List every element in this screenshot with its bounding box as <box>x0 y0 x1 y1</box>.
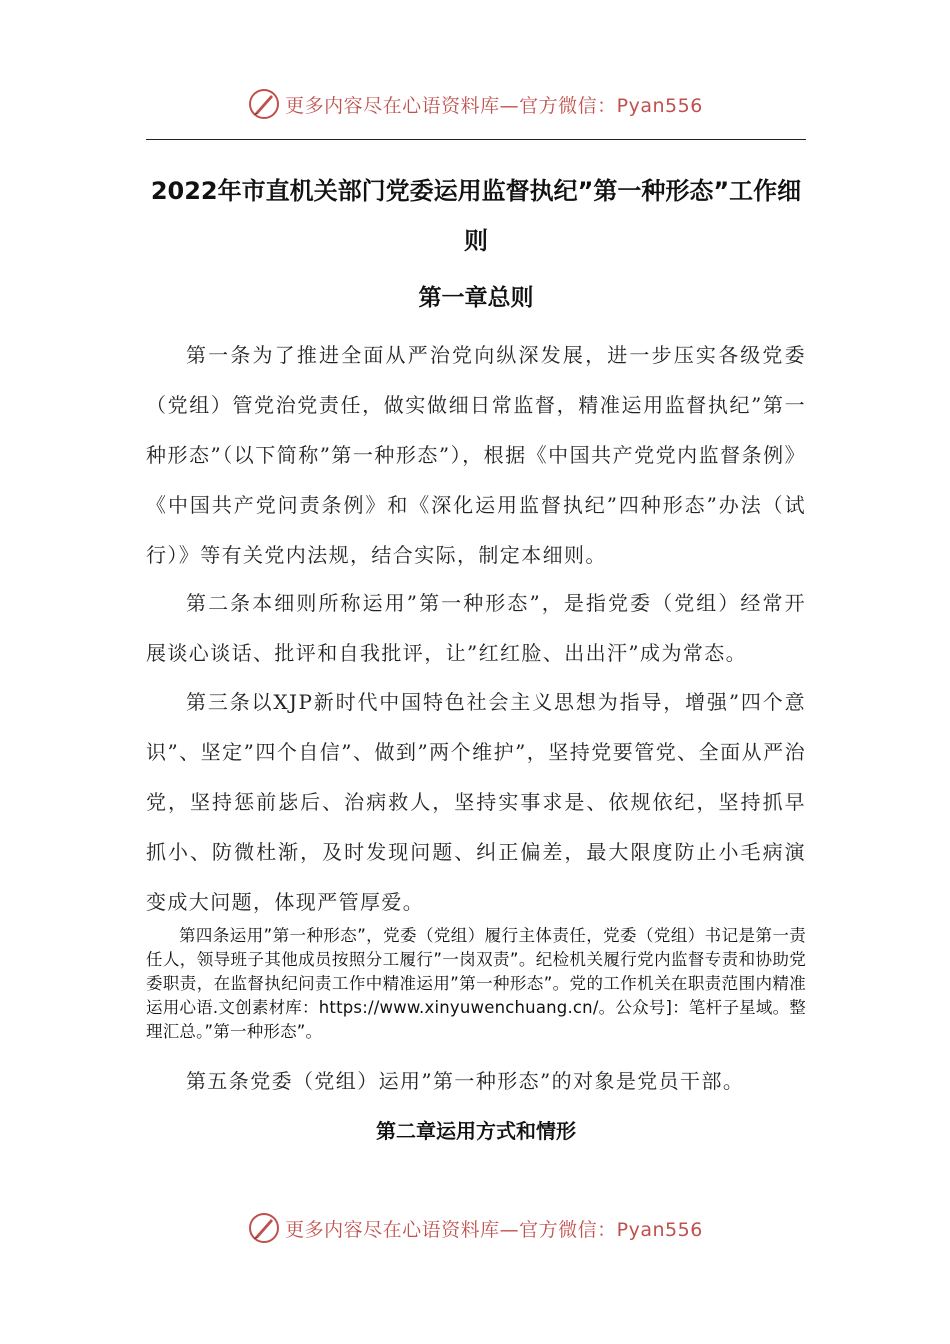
header-rule <box>146 139 806 140</box>
article-5-paragraph: 第五条党委（党组）运用”第一种形态”的对象是党员干部。 <box>186 1069 745 1093</box>
article-3-paragraph: 第三条以XJP新时代中国特色社会主义思想为指导，增强”四个意识”、坚定”四个自信”、做到”两个维护”，坚持党要管党、全面从严治党，坚持惩前毖后、治病救人，坚持实事求是、依规依纪，坚持抓早抓小、防微杜渐，及时发现问题、纠正偏差，最大限度防止小毛病演变成大问题，体现严管厚爱。 <box>146 690 806 914</box>
quill-pen-logo-icon <box>247 1211 281 1245</box>
banner-text: 更多内容尽在心语资料库—官方微信：Pyan556 <box>285 1218 703 1241</box>
document-title: 2022年市直机关部门党委运用监督执纪”第一种形态”工作细则 <box>150 177 802 255</box>
banner-text: 更多内容尽在心语资料库—官方微信：Pyan556 <box>285 94 703 117</box>
chapter-heading-1: 第一章总则 <box>418 285 534 311</box>
article-1-paragraph: 第一条为了推进全面从严治党向纵深发展，进一步压实各级党委（党组）管党治党责任，做实做细日常监督，精准运用监督执纪”第一种形态”（以下简称”第一种形态”），根据《中国共产党党内监督条例》《中国共产党问责条例》和《深化运用监督执纪”四种形态”办法（试行）》等有关党内法规，结合实际，制定本细则。 <box>146 343 806 567</box>
chapter-heading-2: 第二章运用方式和情形 <box>376 1119 576 1143</box>
footer-banner <box>0 1208 950 1248</box>
article-4-paragraph: 第四条运用”第一种形态”，党委（党组）履行主体责任，党委（党组）书记是第一责任人，领导班子其他成员按照分工履行”一岗双责”。纪检机关履行党内监督专责和协助党委职责，在监督执纪问责工作中精准运用”第一种形态”。党的工作机关在职责范围内精准运用心语.文创素材库：https://www.xinyuwenchuang.cn/。公众号]：笔杆子星域。整理汇总。”第一种形态”。 <box>146 926 806 1041</box>
quill-pen-logo-icon <box>247 87 281 121</box>
header-banner <box>0 84 950 124</box>
article-2-paragraph: 第二条本细则所称运用”第一种形态”，是指党委（党组）经常开展谈心谈话、批评和自我批评，让”红红脸、出出汗”成为常态。 <box>146 591 806 665</box>
